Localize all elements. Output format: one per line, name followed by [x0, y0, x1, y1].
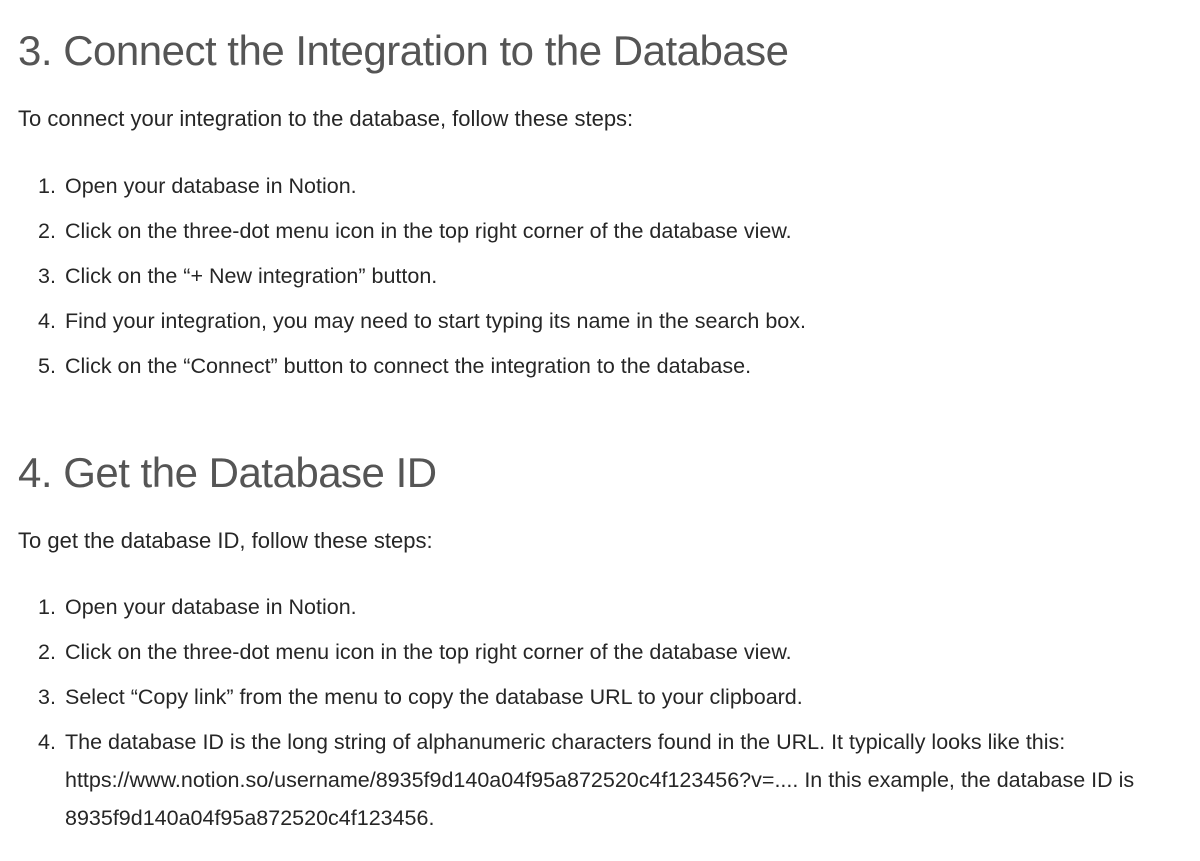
- step-number: 5.: [38, 354, 56, 378]
- step-text: Open your database in Notion.: [65, 595, 357, 619]
- section-intro-connect-integration: To connect your integration to the database, follow these steps:: [18, 106, 634, 131]
- list-item: [18, 347, 1193, 392]
- step-text: Open your database in Notion.: [65, 174, 357, 198]
- step-number: 4.: [38, 730, 56, 754]
- section-intro-get-database-id: To get the database ID, follow these steps:: [18, 528, 433, 553]
- list-item: [18, 302, 1193, 347]
- step-number: 2.: [38, 219, 56, 243]
- step-number: 3.: [38, 685, 56, 709]
- step-text: Find your integration, you may need to start typing its name in the search box.: [65, 309, 806, 333]
- step-number: 1.: [38, 595, 56, 619]
- step-text: Click on the three-dot menu icon in the top right corner of the database view.: [65, 640, 792, 664]
- list-item: [18, 212, 1193, 257]
- step-number: 1.: [38, 174, 56, 198]
- list-item: [18, 588, 1193, 633]
- step-text: Select “Copy link” from the menu to copy the database URL to your clipboard.: [65, 685, 803, 709]
- steps-list-get-database-id: [18, 588, 1193, 837]
- step-text: Click on the three-dot menu icon in the top right corner of the database view.: [65, 219, 792, 243]
- list-item: [18, 257, 1193, 302]
- steps-list-connect-integration: [18, 167, 1193, 392]
- step-number: 2.: [38, 640, 56, 664]
- step-number: 4.: [38, 309, 56, 333]
- list-item: [18, 723, 1193, 837]
- list-item: [18, 167, 1193, 212]
- step-number: 3.: [38, 264, 56, 288]
- section-heading-get-database-id: 4. Get the Database ID: [18, 449, 437, 496]
- list-item: [18, 633, 1193, 678]
- list-item: [18, 678, 1193, 723]
- section-heading-connect-integration: 3. Connect the Integration to the Database: [18, 27, 789, 74]
- step-text: The database ID is the long string of alphanumeric characters found in the URL. It typically looks like this: https://www.notion.so/username/8935f9d140a04f95a872520c4f123456?v=.... In this example, the database ID is 8935f9d140a04f95a872520c4f123456.: [65, 730, 1135, 830]
- step-text: Click on the “+ New integration” button.: [65, 264, 438, 288]
- step-text: Click on the “Connect” button to connect the integration to the database.: [65, 354, 752, 378]
